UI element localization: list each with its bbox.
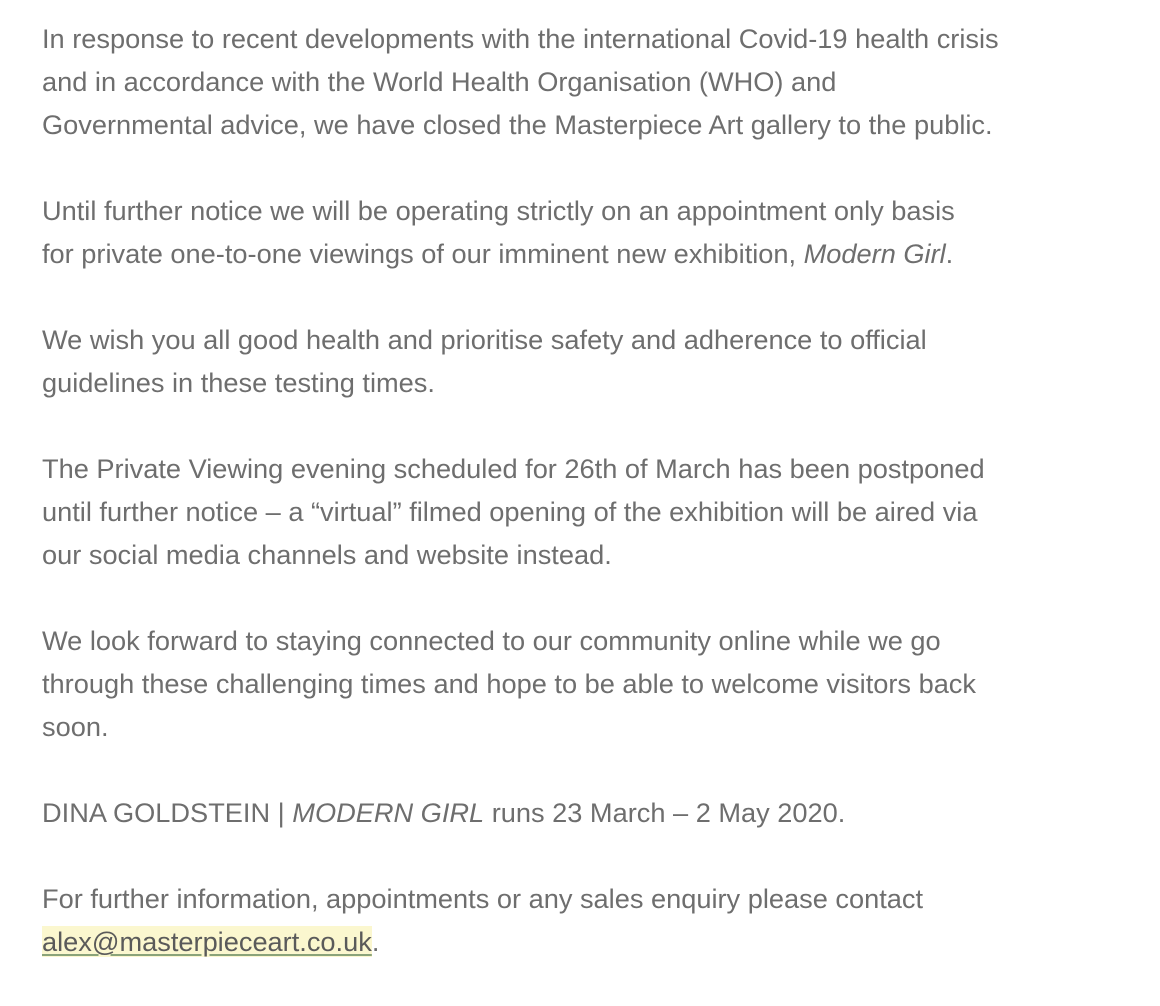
text-line: guidelines in these testing times. <box>42 367 435 398</box>
text-line <box>42 920 1122 963</box>
paragraph-appointments <box>42 189 1122 275</box>
text-line: through these challenging times and hope to be able to welcome visitors back <box>42 668 976 699</box>
paragraph-wishes <box>42 318 1122 404</box>
paragraph-exhibition-dates <box>42 791 1122 834</box>
text-segment: for private one-to-one viewings of our imminent new exhibition, <box>42 238 804 269</box>
text-line: and in accordance with the World Health Organisation (WHO) and <box>42 66 837 97</box>
text-line: Governmental advice, we have closed the Masterpiece Art gallery to the public. <box>42 109 993 140</box>
text-line: soon. <box>42 711 109 742</box>
text-segment: . <box>945 238 954 269</box>
paragraph-closure <box>42 17 1122 146</box>
text-segment: . <box>371 926 380 957</box>
exhibition-title: Modern Girl <box>803 238 946 269</box>
text-line <box>42 791 1122 834</box>
paragraph-community <box>42 619 1122 748</box>
notice-body <box>42 17 1122 1006</box>
text-line: our social media channels and website instead. <box>42 539 612 570</box>
exhibition-title-caps: MODERN GIRL <box>292 797 485 828</box>
text-line: Until further notice we will be operating strictly on an appointment only basis <box>42 195 955 226</box>
text-line: The Private Viewing evening scheduled for 26th of March has been postponed <box>42 453 985 484</box>
paragraph-contact <box>42 877 1122 963</box>
email-link[interactable]: alex@masterpieceart.co.uk <box>42 926 372 957</box>
text-line: We wish you all good health and prioritise safety and adherence to official <box>42 324 927 355</box>
text-line <box>42 232 1122 275</box>
text-line: For further information, appointments or any sales enquiry please contact <box>42 883 924 914</box>
paragraph-private-viewing <box>42 447 1122 576</box>
exhibition-dates: runs 23 March – 2 May 2020. <box>484 797 846 828</box>
text-line: until further notice – a “virtual” filmed opening of the exhibition will be aired via <box>42 496 978 527</box>
artist-name: DINA GOLDSTEIN | <box>42 797 293 828</box>
text-line: We look forward to staying connected to our community online while we go <box>42 625 941 656</box>
text-line: In response to recent developments with the international Covid-19 health crisis <box>42 23 999 54</box>
